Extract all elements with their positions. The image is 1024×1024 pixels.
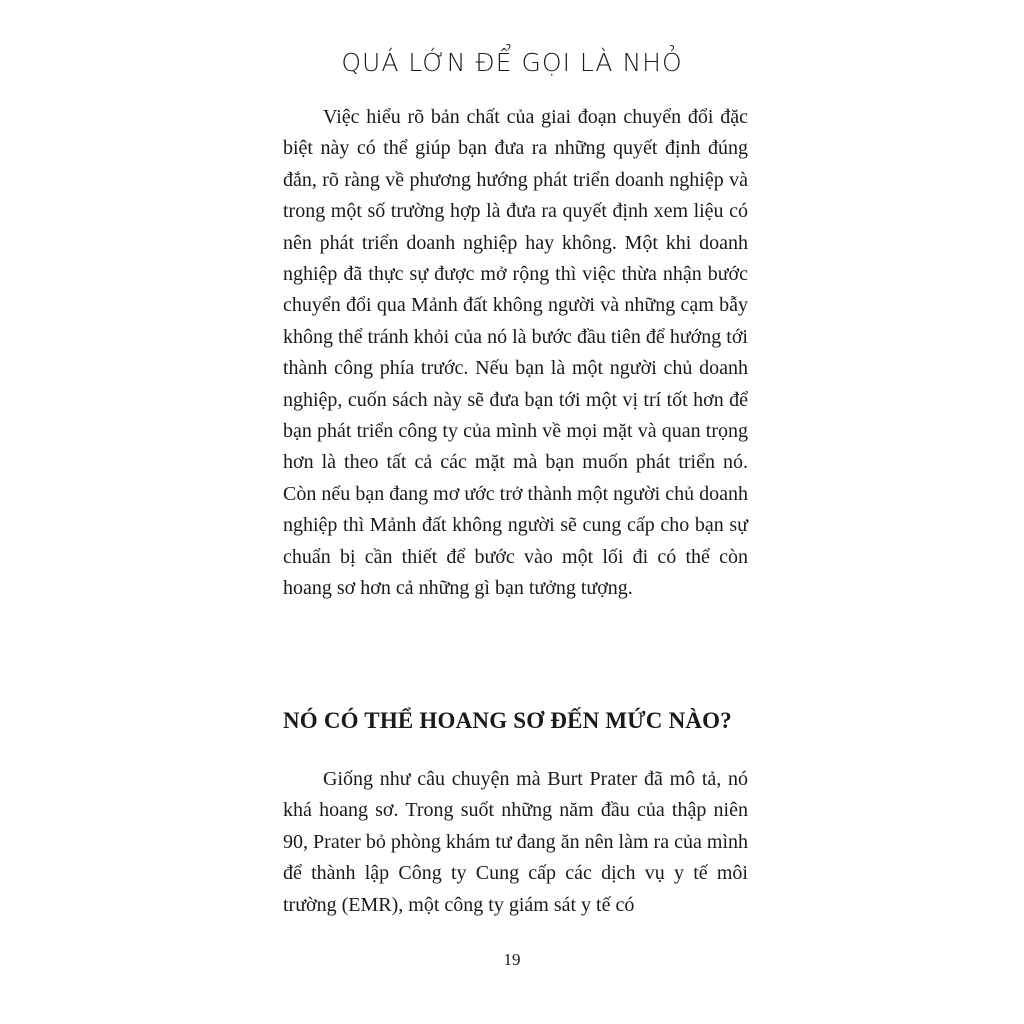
page-number: 19	[503, 950, 521, 969]
running-head: QUÁ LỚN ĐỂ GỌI LÀ NHỎ	[341, 48, 683, 77]
body-text-block-1	[283, 102, 748, 605]
paragraph-2: Giống như câu chuyện mà Burt Prater đã mô tả, nó khá hoang sơ. Trong suốt những năm đầu của thập niên 90, Prater bỏ phòng khám tư đang ăn nên làm ra của mình để thành lập Công ty Cung cấp các dịch vụ y tế môi trường (EMR), một công ty giám sát y tế có	[283, 768, 748, 916]
paragraph-1: Việc hiểu rõ bản chất của giai đoạn chuyển đổi đặc biệt này có thể giúp bạn đưa ra những quyết định đúng đắn, rõ ràng về phương hướng phát triển doanh nghiệp và trong một số trường hợp là đưa ra quyết định xem liệu có nên phát triển doanh nghiệp hay không. Một khi doanh nghiệp đã thực sự được mở rộng thì việc thừa nhận bước chuyển đổi qua Mảnh đất không người và những cạm bẫy không thể tránh khỏi của nó là bước đầu tiên để hướng tới thành công phía trước. Nếu bạn là một người chủ doanh nghiệp, cuốn sách này sẽ đưa bạn tới một vị trí tốt hơn để bạn phát triển công ty của mình về mọi mặt và quan trọng hơn là theo tất cả các mặt mà bạn muốn phát triển nó. Còn nếu bạn đang mơ ước trở thành một người chủ doanh nghiệp thì Mảnh đất không người sẽ cung cấp cho bạn sự chuẩn bị cần thiết để bước vào một lối đi có thể còn hoang sơ hơn cả những gì bạn tưởng tượng.	[283, 106, 748, 600]
section-heading: NÓ CÓ THỂ HOANG SƠ ĐẾN MỨC NÀO?	[283, 708, 732, 733]
body-text-block-2	[283, 764, 748, 921]
